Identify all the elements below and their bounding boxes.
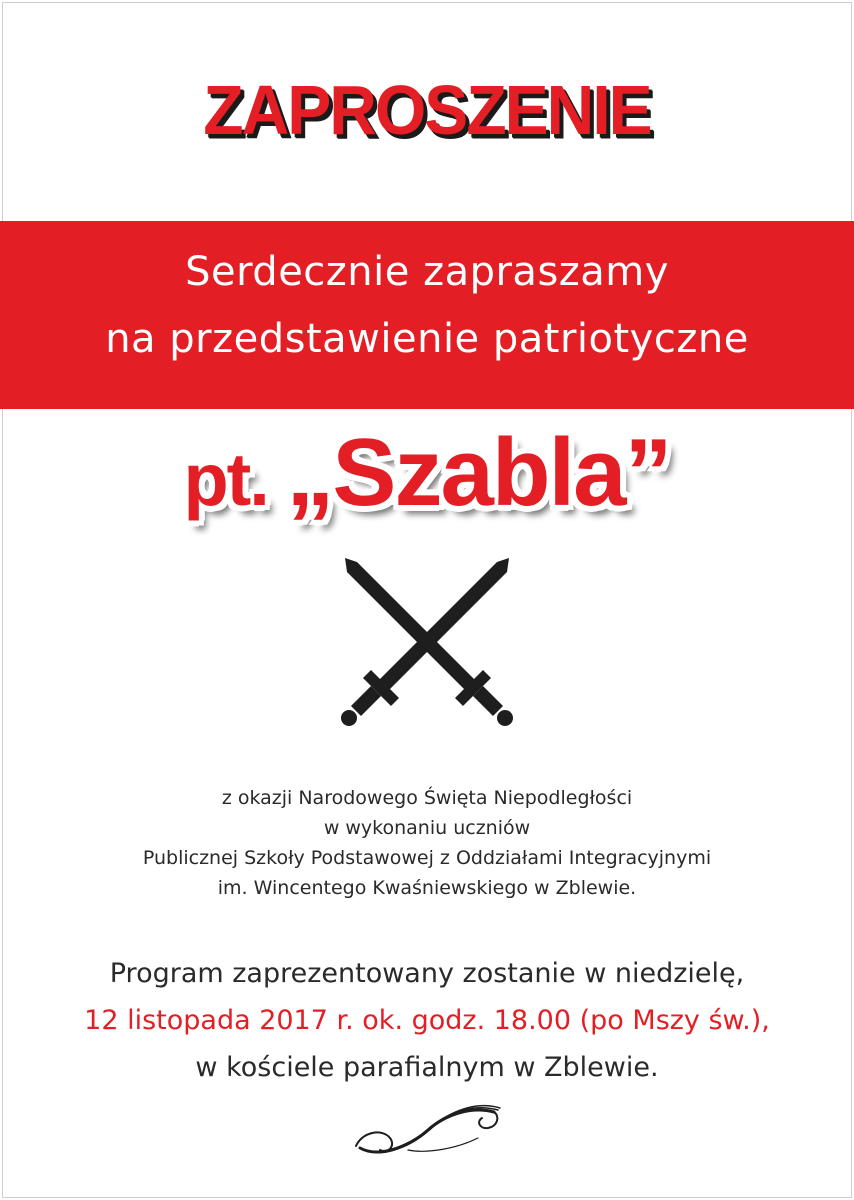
program-details	[0, 950, 854, 1091]
info-line-2: w wykonaniu uczniów	[323, 817, 531, 839]
crossed-swords-icon	[327, 548, 527, 728]
info-line-1: z okazji Narodowego Święta Niepodległości	[221, 787, 633, 809]
event-info	[0, 783, 854, 903]
play-title	[0, 418, 854, 535]
program-location: w kościele parafialnym w Zblewie.	[195, 1052, 659, 1083]
banner-line-2: na przedstawienie patriotyczne	[105, 316, 749, 362]
program-line-1: Program zaprezentowany zostanie w niedzielę,	[109, 958, 745, 989]
program-date-time: 12 listopada 2017 r. ok. godz. 18.00 (po Mszy św.),	[84, 1005, 770, 1036]
info-line-4: im. Wincentego Kwaśniewskiego w Zblewie.	[217, 877, 637, 899]
banner-line-1: Serdecznie zapraszamy	[185, 249, 669, 295]
invitation-heading: ZAPROSZENIE	[203, 71, 651, 149]
title-prefix: pt.	[183, 438, 287, 521]
title-name: „Szabla”	[286, 419, 671, 526]
info-line-3: Publicznej Szkoły Podstawowej z Oddziałami Integracyjnymi	[142, 847, 712, 869]
flourish-ornament-icon	[348, 1098, 506, 1160]
